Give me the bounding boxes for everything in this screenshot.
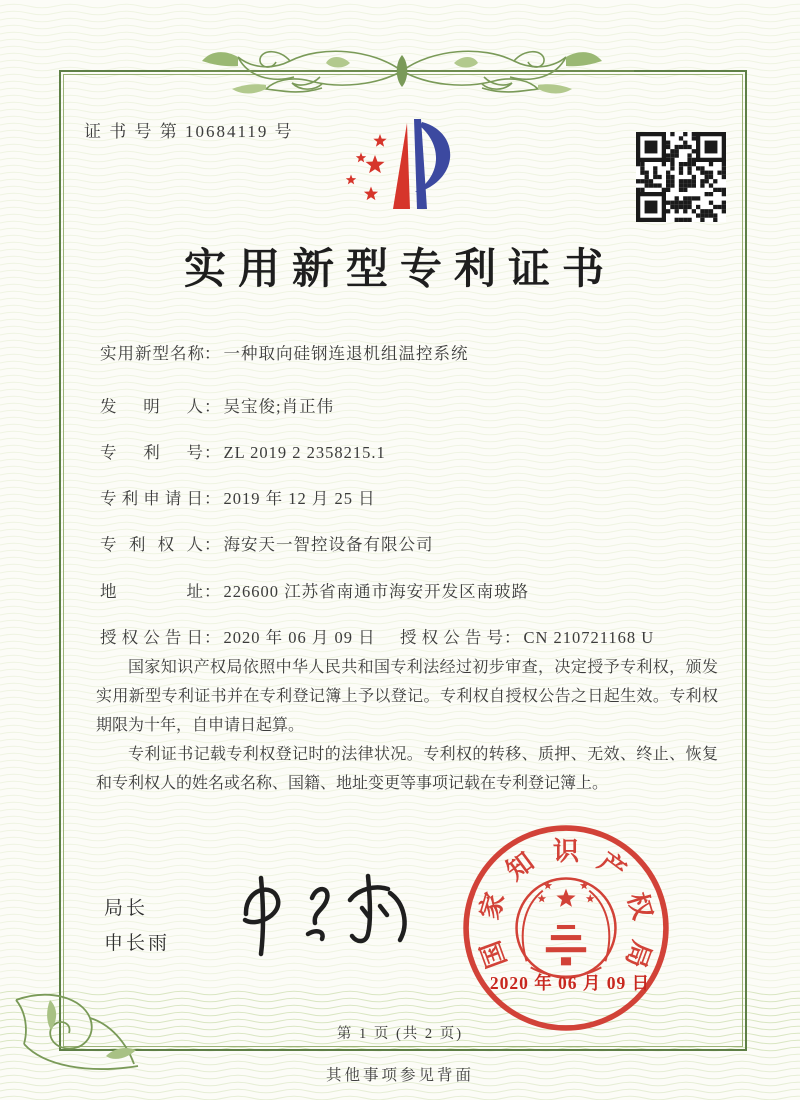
field-label: 地址 [100, 582, 204, 601]
field-value: ZL 2019 2 2358215.1 [223, 443, 386, 462]
field-value: 吴宝俊;肖正伟 [223, 397, 335, 416]
top-flourish-ornament [170, 33, 634, 109]
legal-paragraph-2: 专利证书记载专利权登记时的法律状况。专利权的转移、质押、无效、终止、恢复和专利权人的姓名或名称、国籍、地址变更等事项记载在专利登记簿上。 [96, 746, 718, 792]
field-grant-row [100, 624, 720, 648]
svg-text:局: 局 [619, 936, 657, 972]
legal-text [96, 653, 718, 798]
cnipa-patent-logo-icon [340, 106, 470, 228]
qr-code-icon [636, 132, 726, 222]
field-value: 2019 年 12 月 25 日 [223, 489, 376, 508]
field-value: 海安天一智控设备有限公司 [223, 535, 434, 554]
field-inventors: 发明人： 吴宝俊;肖正伟 [100, 393, 334, 417]
svg-text:知: 知 [500, 846, 540, 886]
svg-text:识: 识 [552, 836, 580, 866]
back-side-note: 其他事项参见背面 [325, 1067, 474, 1084]
field-patentee: 专利权人： 海安天一智控设备有限公司 [100, 531, 434, 555]
certificate-fields [100, 340, 720, 650]
field-label: 专利号 [100, 443, 204, 462]
field-patent-number: 专利号： ZL 2019 2 2358215.1 [100, 439, 386, 463]
field-label: 实用新型名称 [100, 344, 205, 363]
seal-date: 2020 年 06 月 09 日 [489, 973, 651, 993]
director-block [104, 891, 170, 961]
field-grant-publication-number: 授权公告号： CN 210721168 U [400, 624, 654, 648]
certificate-number: 证 书 号 第 10684119 号 [84, 122, 294, 141]
national-emblem [517, 879, 616, 978]
field-filing-date: 专利申请日： 2019 年 12 月 25 日 [100, 485, 376, 509]
field-label: 授权公告号 [400, 628, 504, 647]
field-label: 专利权人 [100, 535, 204, 554]
official-seal [460, 822, 672, 1034]
field-utility-model-name: 实用新型名称： 一种取向硅钢连退机组温控系统 [100, 340, 469, 364]
field-value: 226600 江苏省南通市海安开发区南玻路 [223, 582, 530, 601]
certificate-title: 实用新型专利证书 [183, 247, 616, 293]
page-indicator: 第 1 页 (共 2 页) [336, 1026, 464, 1042]
svg-text:权: 权 [621, 889, 658, 923]
field-label: 发明人 [100, 397, 204, 416]
field-address: 地址： 226600 江苏省南通市海安开发区南玻路 [100, 578, 529, 602]
director-name: 申长雨 [104, 933, 171, 954]
field-label: 专利申请日 [100, 489, 204, 508]
field-value: 一种取向硅钢连退机组温控系统 [223, 344, 469, 363]
field-value: 2020 年 06 月 09 日 [223, 628, 376, 647]
logo-stars [346, 134, 387, 200]
legal-paragraph-1: 国家知识产权局依照中华人民共和国专利法经过初步审查，决定授予专利权，颁发实用新型专利证书并在专利登记簿上予以登记。专利权自授权公告之日起生效。专利权期限为十年，自申请日起算。 [96, 659, 718, 734]
field-grant-date: 授权公告日： 2020 年 06 月 09 日 [100, 628, 376, 647]
field-label: 授权公告日 [100, 628, 204, 647]
flourish-center-leaf [397, 55, 408, 87]
svg-text:产: 产 [592, 846, 632, 886]
svg-text:家: 家 [474, 889, 511, 923]
svg-text:国: 国 [475, 936, 513, 972]
field-value: CN 210721168 U [523, 628, 655, 647]
director-title: 局长 [104, 898, 149, 919]
director-signature [212, 868, 452, 964]
